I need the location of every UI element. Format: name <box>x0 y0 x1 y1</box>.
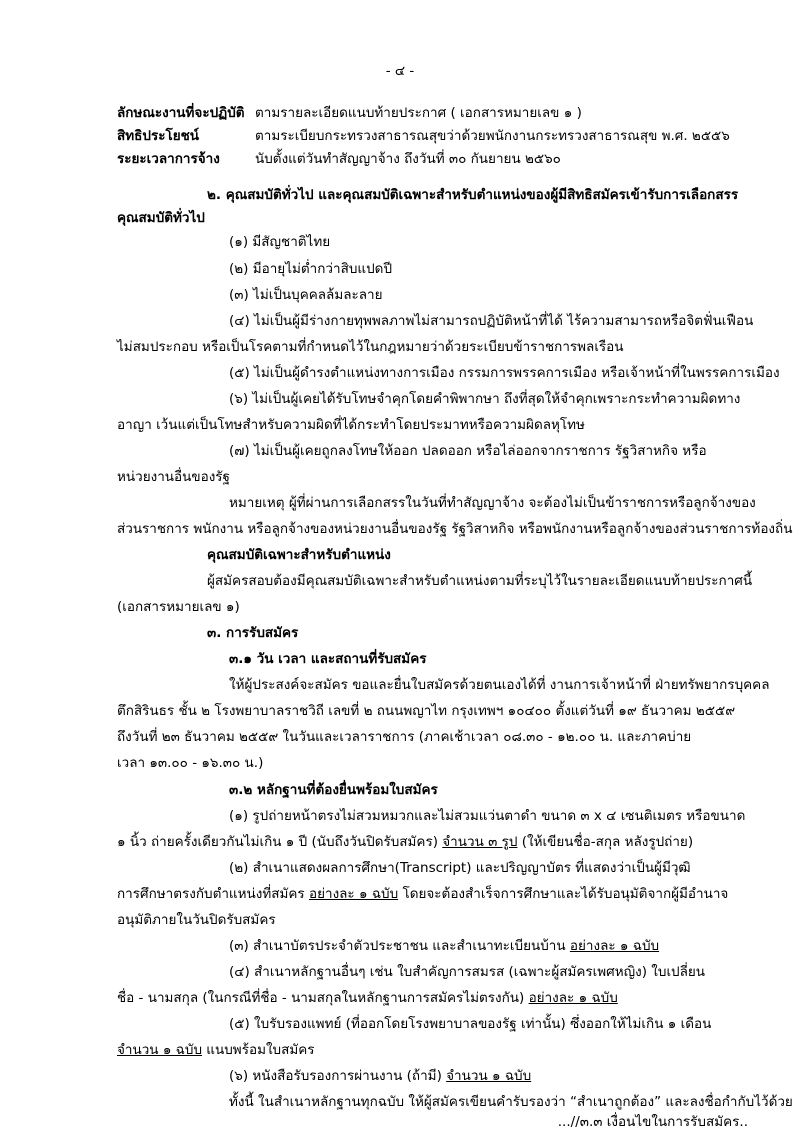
document-1-quantity: จำนวน ๓ รูป <box>442 834 518 850</box>
document-3 <box>229 937 659 955</box>
footer-continuation: ...//๓.๓ เงื่อนไขในการรับสมัคร.. <box>557 1114 748 1130</box>
closing-note: ทั้งนี้ ในสำเนาหลักฐานทุกฉบับ ให้ผู้สมัครเขียนคำรับรองว่า “สำเนาถูกต้อง” และลงชื่อกำกับไว้ด้วย <box>229 1094 793 1110</box>
document-6-quantity: จำนวน ๑ ฉบับ <box>446 1068 532 1084</box>
section-3-1-title: ๓.๑ วัน เวลา และสถานที่รับสมัคร <box>229 651 427 667</box>
qualification-4-line-2: ไม่สมประกอบ หรือเป็นโรคตามที่กำหนดไว้ในกฎหมายว่าด้วยระเบียบข้าราชการพลเรือน <box>117 339 624 355</box>
general-qualifications-heading: คุณสมบัติทั่วไป <box>117 210 205 226</box>
section-2-title: ๒. คุณสมบัติทั่วไป และคุณสมบัติเฉพาะสำหรับตำแหน่งของผู้มีสิทธิสมัครเข้ารับการเลือกสรร <box>207 187 739 203</box>
qualification-4-line-1: (๔) ไม่เป็นผู้มีร่างกายทุพพลภาพไม่สามารถปฏิบัติหน้าที่ได้ ไร้ความสามารถหรือจิตฟั่นเฟือน <box>229 313 754 329</box>
document-5-remark: แนบพร้อมใบสมัคร <box>202 1042 315 1058</box>
document-3-quantity: อย่างละ ๑ ฉบับ <box>569 938 660 954</box>
work-description-value: ตามรายละเอียดแนบท้ายประกาศ ( เอกสารหมายเลข ๑ ) <box>255 105 582 121</box>
qualification-5: (๕) ไม่เป็นผู้ดำรงตำแหน่งทางการเมือง กรรมการพรรคการเมือง หรือเจ้าหน้าที่ในพรรคการเมือง <box>229 365 780 381</box>
qualification-7-line-1: (๗) ไม่เป็นผู้เคยถูกลงโทษให้ออก ปลดออก หรือไล่ออกจากราชการ รัฐวิสาหกิจ หรือ <box>229 443 707 459</box>
work-description-label: ลักษณะงานที่จะปฏิบัติ <box>117 105 245 121</box>
document-4-quantity: อย่างละ ๑ ฉบับ <box>528 990 618 1006</box>
qualification-2: (๒) มีอายุไม่ต่ำกว่าสิบแปดปี <box>229 261 393 277</box>
specific-qualifications-line-2: (เอกสารหมายเลข ๑) <box>117 599 240 615</box>
document-4-line-2 <box>117 989 618 1007</box>
document-4-line-1: (๔) สำเนาหลักฐานอื่นๆ เช่น ใบสำคัญการสมรส (เฉพาะผู้สมัครเพศหญิง) ใบเปลี่ยน <box>229 964 706 980</box>
document-1-line-1: (๑) รูปถ่ายหน้าตรงไม่สวมหมวกและไม่สวมแว่นตาดำ ขนาด ๓ x ๔ เซนติเมตร หรือขนาด <box>229 808 746 824</box>
specific-qualifications-heading: คุณสมบัติเฉพาะสำหรับตำแหน่ง <box>207 547 391 563</box>
section-3-title: ๓. การรับสมัคร <box>207 625 299 641</box>
document-5-line-2 <box>117 1041 315 1059</box>
qualification-3: (๓) ไม่เป็นบุคคลล้มละลาย <box>229 287 383 303</box>
section-3-2-title: ๓.๒ หลักฐานที่ต้องยื่นพร้อมใบสมัคร <box>229 782 438 798</box>
section-3-1-line-2: ตึกสิรินธร ชั้น ๒ โรงพยาบาลราชวิถี เลขที่ ๒ ถนนพญาไท กรุงเทพฯ ๑๐๔๐๐ ตั้งแต่วันที่ ๑๙ ธันวาคม ๒๕๕๙ <box>117 703 736 719</box>
section-3-1-line-4: เวลา ๑๓.๐๐ - ๑๖.๓๐ น.) <box>117 755 264 771</box>
note-line-1: หมายเหตุ ผู้ที่ผ่านการเลือกสรรในวันที่ทำสัญญาจ้าง จะต้องไม่เป็นข้าราชการหรือลูกจ้างของ <box>229 495 756 511</box>
specific-qualifications-line-1: ผู้สมัครสอบต้องมีคุณสมบัติเฉพาะสำหรับตำแหน่งตามที่ระบุไว้ในรายละเอียดแนบท้ายประกาศนี้ <box>207 573 753 589</box>
page-number: - ๔ - <box>385 63 415 79</box>
document-2-line-2 <box>117 885 728 903</box>
qualification-6-line-2: อาญา เว้นแต่เป็นโทษสำหรับความผิดที่ได้กระทำโดยประมาทหรือความผิดลหุโทษ <box>117 417 585 433</box>
qualification-6-line-1: (๖) ไม่เป็นผู้เคยได้รับโทษจำคุกโดยคำพิพากษา ถึงที่สุดให้จำคุกเพราะกระทำความผิดทาง <box>229 391 741 407</box>
section-3-1-line-1: ให้ผู้ประสงค์จะสมัคร ขอและยื่นใบสมัครด้วยตนเองได้ที่ งานการเจ้าหน้าที่ ฝ่ายทรัพยากรบุคคล <box>229 677 770 693</box>
benefits-value: ตามระเบียบกระทรวงสาธารณสุขว่าด้วยพนักงานกระทรวงสาธารณสุข พ.ศ. ๒๕๕๖ <box>255 128 730 144</box>
document-2-line-3: อนุมัติภายในวันปิดรับสมัคร <box>117 912 276 928</box>
document-6 <box>229 1067 531 1085</box>
document-5-line-1: (๕) ใบรับรองแพทย์ (ที่ออกโดยโรงพยาบาลของรัฐ เท่านั้น) ซึ่งออกให้ไม่เกิน ๑ เดือน <box>229 1016 712 1032</box>
note-line-2: ส่วนราชการ พนักงาน หรือลูกจ้างของหน่วยงานอื่นของรัฐ รัฐวิสาหกิจ หรือพนักงานหรือลูกจ้างของส่วนราชการท้องถิ่น <box>117 521 793 537</box>
employment-period-label: ระยะเวลาการจ้าง <box>117 151 220 167</box>
qualification-1: (๑) มีสัญชาติไทย <box>229 234 331 250</box>
document-6-text: (๖) หนังสือรับรองการผ่านงาน (ถ้ามี) <box>229 1068 447 1084</box>
qualification-7-line-2: หน่วยงานอื่นของรัฐ <box>117 469 230 485</box>
document-5-quantity: จำนวน ๑ ฉบับ <box>117 1042 203 1058</box>
section-3-1-line-3: ถึงวันที่ ๒๓ ธันวาคม ๒๕๕๙ ในวันและเวลาราชการ (ภาคเช้าเวลา ๐๘.๓๐ - ๑๒.๐๐ น. และภาคบ่าย <box>117 729 692 745</box>
document-1-text: ๑ นิ้ว ถ่ายครั้งเดียวกันไม่เกิน ๑ ปี (นับถึงวันปิดรับสมัคร) <box>117 834 443 850</box>
document-2-text: การศึกษาตรงกับตำแหน่งที่สมัคร <box>117 886 309 902</box>
document-2-line-1: (๒) สำเนาแสดงผลการศึกษา(Transcript) และปริญญาบัตร ที่แสดงว่าเป็นผู้มีวุฒิ <box>229 860 691 876</box>
document-4-text: ชื่อ - นามสกุล (ในกรณีที่ชื่อ - นามสกุลในหลักฐานการสมัครไม่ตรงกัน) <box>117 990 529 1006</box>
document-1-line-2 <box>117 833 693 851</box>
document-3-text: (๓) สำเนาบัตรประจำตัวประชาชน และสำเนาทะเบียนบ้าน <box>229 938 570 954</box>
document-2-quantity: อย่างละ ๑ ฉบับ <box>308 886 399 902</box>
benefits-label: สิทธิประโยชน์ <box>117 128 200 144</box>
document-2-remark: โดยจะต้องสำเร็จการศึกษาและได้รับอนุมัติจากผู้มีอำนาจ <box>398 886 729 902</box>
document-1-remark: (ให้เขียนชื่อ-สกุล หลังรูปถ่าย) <box>517 834 694 850</box>
employment-period-value: นับตั้งแต่วันทำสัญญาจ้าง ถึงวันที่ ๓๐ กันยายน ๒๕๖๐ <box>255 151 561 167</box>
